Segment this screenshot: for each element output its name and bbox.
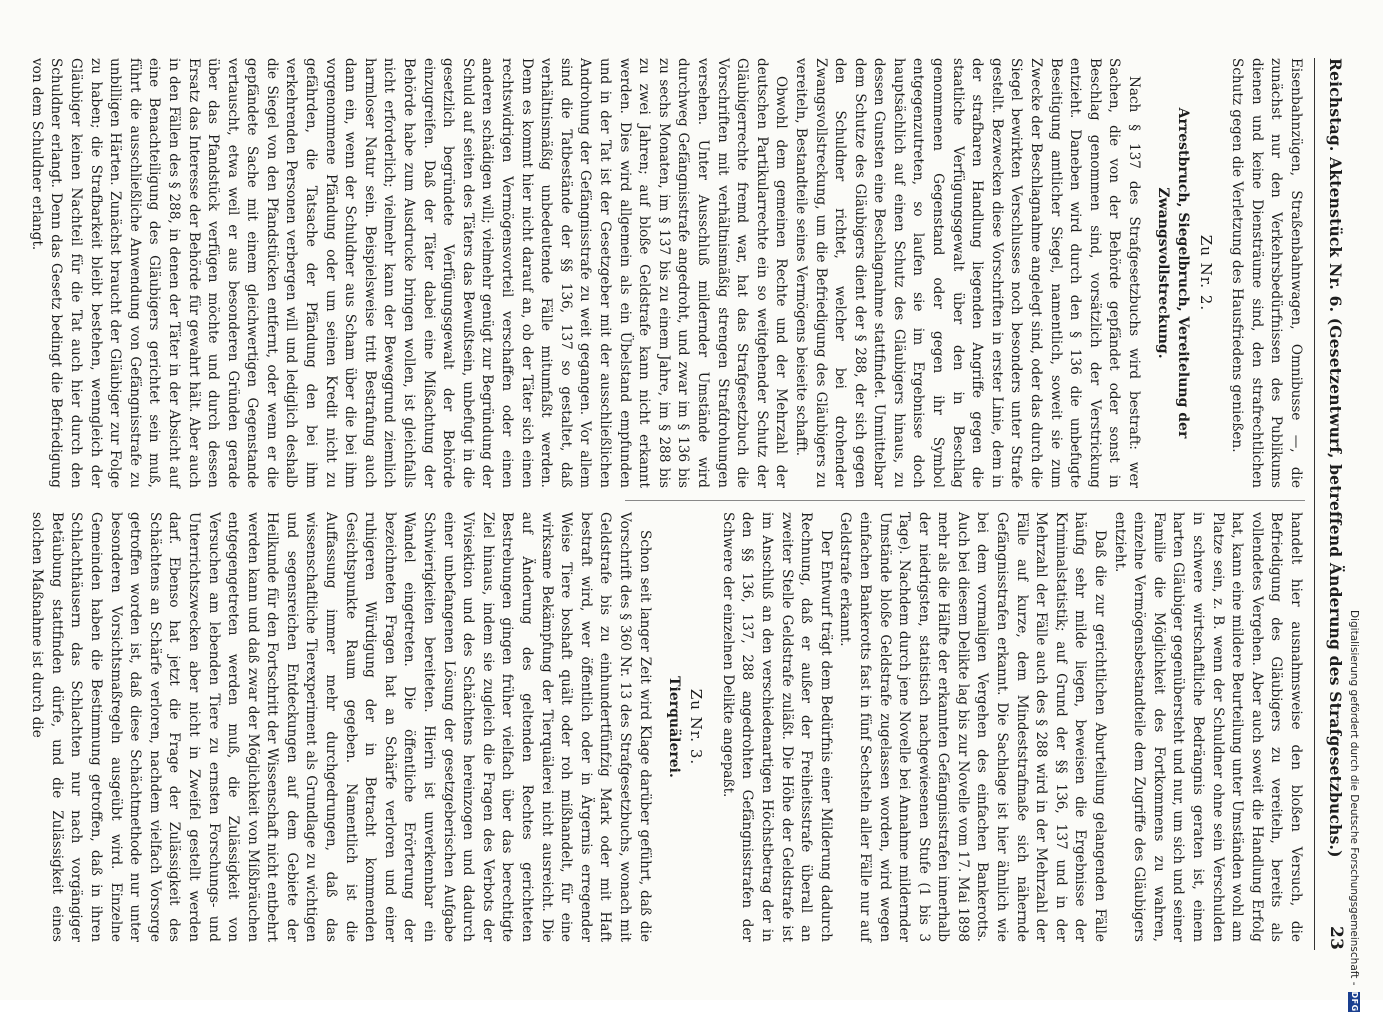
dfg-logo-icon: DFG	[1350, 991, 1359, 1012]
left-column	[28, 58, 1305, 488]
header-title: Reichstag. Aktenstück Nr. 6. (Gesetzentwurf, betreffend Änderung des Strafgesetzbuchs.)	[1326, 58, 1346, 858]
section-heading: Zu Nr. 3.	[687, 688, 706, 766]
paragraph: Daß die zur gerichtlichen Aburteilung gelangenden Fälle häufig sehr milde liegen, beweisen die Ergebnisse der Kriminalstatistik; auf Grund der §§ 136, 137 und in der Mehrzahl der Fälle auch des § 288 wird in der Mehrzahl der Fälle auf kurze, dem Mindeststrafmaße sich nähernde Gefängnisstrafen erkannt. Die Sachlage ist hier ähnlich wie bei dem vormaligen Vergehen des einfachen Bankerotts. Auch bei diesem Delikte lag bis zur Novelle vom 17. Mai 1898 mehr als die Hälfte der erkannten Gefängnisstrafen innerhalb der niedrigsten, statistisch nachgewiesenen Stufe (1 bis 3 Tage). Nachdem durch jene Novelle bei Annahme mildernder Umstände bloße Geldstrafe zugelassen worden, wird wegen einfachen Bankerotts fast in fünf Sechsteln aller Fälle nur auf Geldstrafe erkannt.	[837, 512, 1109, 942]
column-divider	[625, 500, 1305, 501]
paragraph: Der Entwurf trägt dem Bedürfnis einer Milderung dadurch Rechnung, daß er außer der Freiheitsstrafe überall an zweiter Stelle Geldstrafe zuläßt. Die Höhe der Geldstrafe ist im Anschluß an den verschiedenartigen Höchstbetrag der in den §§ 136, 137, 288 angedrohten Gefängnisstrafen der Schwere der einzelnen Delikte angepaßt.	[719, 512, 834, 942]
paragraph: Eisenbahnzügen, Straßenbahnwagen, Omnibusse —, die zunächst nur den Verkehrsbedürfnissen des Publikums dienen und keine Diensträume sind, den strafrechtlichen Schutz gegen die Verletzung des Hausfriedens genießen.	[1229, 58, 1304, 488]
section-title: Arrestbruch, Siegelbruch, Vereitelung der Zwangsvollstreckung.	[1155, 107, 1192, 439]
section-heading: Zu Nr. 2.	[1196, 234, 1215, 312]
section-title: Tierquälerei.	[665, 676, 682, 778]
paragraph: handelt hier ausnahmsweise den bloßen Versuch, die Befriedigung des Gläubigers zu vereiteln, bereits als vollendetes Vergehen. Aber auch soweit die Handlung Erfolg hat, kann eine mildere Beurteilung unter Umständen wohl am Platze sein, z. B. wenn der Schuldner ohne sein Verschulden in schwere wirtschaftliche Bedrängnis geraten ist, einem harten Gläubiger gegenübersteht und nur, um sich und seiner Familie die Möglichkeit des Fortkommens zu wahren, einzelne Vermögensbestandteile dem Zugriffe des Gläubigers entzieht.	[1111, 512, 1304, 942]
page-number: 23	[1326, 925, 1346, 950]
paragraph: Obwohl dem gemeinen Rechte und der Mehrzahl der deutschen Partikularrechte ein so weitgehender Schutz der Gläubigerrechte fremd war, hat das Strafgesetzbuch die Vorschriften mit verhältnismäßig strengen Strafdrohungen versehen. Unter Ausschluß mildernder Umstände wird durchweg Gefängnisstrafe angedroht, und zwar im § 136 bis zu sechs Monaten, im § 137 bis zu einem Jahre, im § 288 bis zu zwei Jahren; auf bloße Geldstrafe kann nicht erkannt werden. Dies wird allgemein als ein Übelstand empfunden und in der Tat ist der Gesetzgeber mit der ausschließlichen Androhung der Gefängnisstrafe zu weit gegangen. Vor allem sind die Tatbestände der §§ 136, 137 so gestaltet, daß verhältnismäßig unbedeutende Fälle mitumfaßt werden. Denn es kommt hier nicht darauf an, ob der Täter sich einen rechtswidrigen Vermögensvorteil verschaffen oder einen anderen schädigen will; vielmehr genügt zur Begründung der Schuld auf seiten des Täters das Bewußtsein, unbefugt in die gesetzlich begründete Verfügungsgewalt der Behörde einzugreifen. Daß der Täter dabei eine Mißachtung der Behörde habe zum Ausdrucke bringen wollen, ist gleichfalls nicht erforderlich; vielmehr kann der Beweggrund ziemlich harmloser Natur sein. Beispielsweise tritt Bestrafung auch dann ein, wenn der Schuldner aus Scham über die bei ihm vorgenommene Pfändung oder um seinen Kredit nicht zu gefährden, die Tatsache der Pfändung den bei ihm verkehrenden Personen verbergen will und lediglich deshalb die Siegel von den Pfandstücken entfernt, oder wenn er die gepfändete Sache mit einem gleichwertigen Gegenstande vertauscht, etwa weil er aus besonderen Gründen gerade über das Pfandstück verfügen möchte und durch dessen Ersatz das Interesse der Behörde für gewahrt hält. Aber auch in den Fällen des § 288, in denen der Täter in der Absicht auf eine Benachteiligung des Gläubigers gerichtet sein muß, führt die ausschließliche Anwendung von Gefängnisstrafe zu unbilligen Härten. Zunächst braucht der Gläubiger zur Folge zu haben; die Strafbarkeit bleibt bestehen, wenngleich der Gläubiger keinen Nachteil für die Tat auch hier durch den Schuldner erlangt. Denn das Gesetz bedingt die Befriedigung von dem Schuldner erlangt.	[28, 58, 790, 488]
credit-text: Digitalisierung gefördert durch die Deutsche Forschungsgemeinschaft -	[1348, 610, 1360, 986]
right-column	[29, 512, 1305, 942]
paragraph: Schon seit langer Zeit wird Klage darüber geführt, daß die Vorschrift des § 360 Nr. 13 des Strafgesetzbuchs, wonach mit Geldstrafe bis zu einhundertfünfzig Mark oder mit Haft bestraft wird, wer öffentlich oder in Ärgernis erregender Weise Tiere boshaft quält oder roh mißhandelt, für eine wirksame Bekämpfung der Tierquälerei nicht ausreicht. Die auf Änderung des geltenden Rechtes gerichteten Bestrebungen gingen früher vielfach über das berechtigte Ziel hinaus, indem sie zugleich die Fragen des Verbots der Vivisektion und des Schächtens hereinzogen und dadurch einer unbefangenen Lösung der gesetzgeberischen Aufgabe Schwierigkeiten bereiteten. Hierin ist unverkennbar ein Wandel eingetreten. Die öffentliche Erörterung der bezeichneten Fragen hat an Schärfe verloren und einer ruhigeren Würdigung der in Betracht kommenden Gesichtspunkte Raum gegeben. Namentlich ist die Auffassung immer mehr durchgedrungen, daß das wissenschaftliche Tierexperiment als Grundlage zu wichtigen und segensreichen Entdeckungen auf dem Gebiete der Heilkunde für den Fortschritt der Wissenschaft nicht entbehrt werden kann und daß zwar der Möglichkeit von Mißbräuchen entgegengetreten werden muß, die Zulässigkeit von Versuchen am lebenden Tiere zu ernsten Forschungs- und Unterrichtszwecken aber nicht in Zweifel gestellt werden darf. Ebenso hat jetzt die Frage der Zulässigkeit des Schächtens an Schärfe verloren, nachdem vielfach Vorsorge getroffen worden ist, daß diese Schächtmethode nur unter besonderen Vorsichtsmaßregeln ausgeübt wird. Einzelne Gemeinden haben die Bestimmung getroffen, daß in ihren Schlachthäusern das Schlachten nur nach vorgängiger Betäubung stattfinden dürfe, und die Zulässigkeit eines solchen Maßnahme ist durch die	[29, 512, 653, 942]
digitization-credit	[1347, 610, 1361, 1012]
paragraph: Nach § 137 des Strafgesetzbuchs wird bestraft: wer Sachen, die von der Behörde gepfändet oder sonst in Beschlag genommen sind, vorsätzlich der Verstrickung entzieht. Daneben wird durch den § 136 die unbefugte Beseitigung amtlicher Siegel, namentlich, soweit sie zum Zwecke der Beschlagnahme angelegt sind, oder das durch die Siegel bewirkten Verschlusses noch besonders unter Strafe gestellt. Bezwecken diese Vorschriften in erster Linie, dem in der strafbaren Handlung liegenden Angriffe gegen die staatliche Verfügungsgewalt über den in Beschlag genommenen Gegenstand oder gegen ihr Symbol entgegenzutreten, so laufen sie im Ergebnisse doch hauptsächlich auf einen Schutz des Gläubigers hinaus, zu dessen Gunsten eine Beschlagnahme stattfindet. Unmittelbar dem Schutze des Gläubigers dient der § 288, der sich gegen den Schuldner richtet, welcher bei drohender Zwangsvollstreckung, um die Befriedigung des Gläubigers zu vereiteln, Bestandteile seines Vermögens beiseite schafft.	[792, 58, 1143, 488]
